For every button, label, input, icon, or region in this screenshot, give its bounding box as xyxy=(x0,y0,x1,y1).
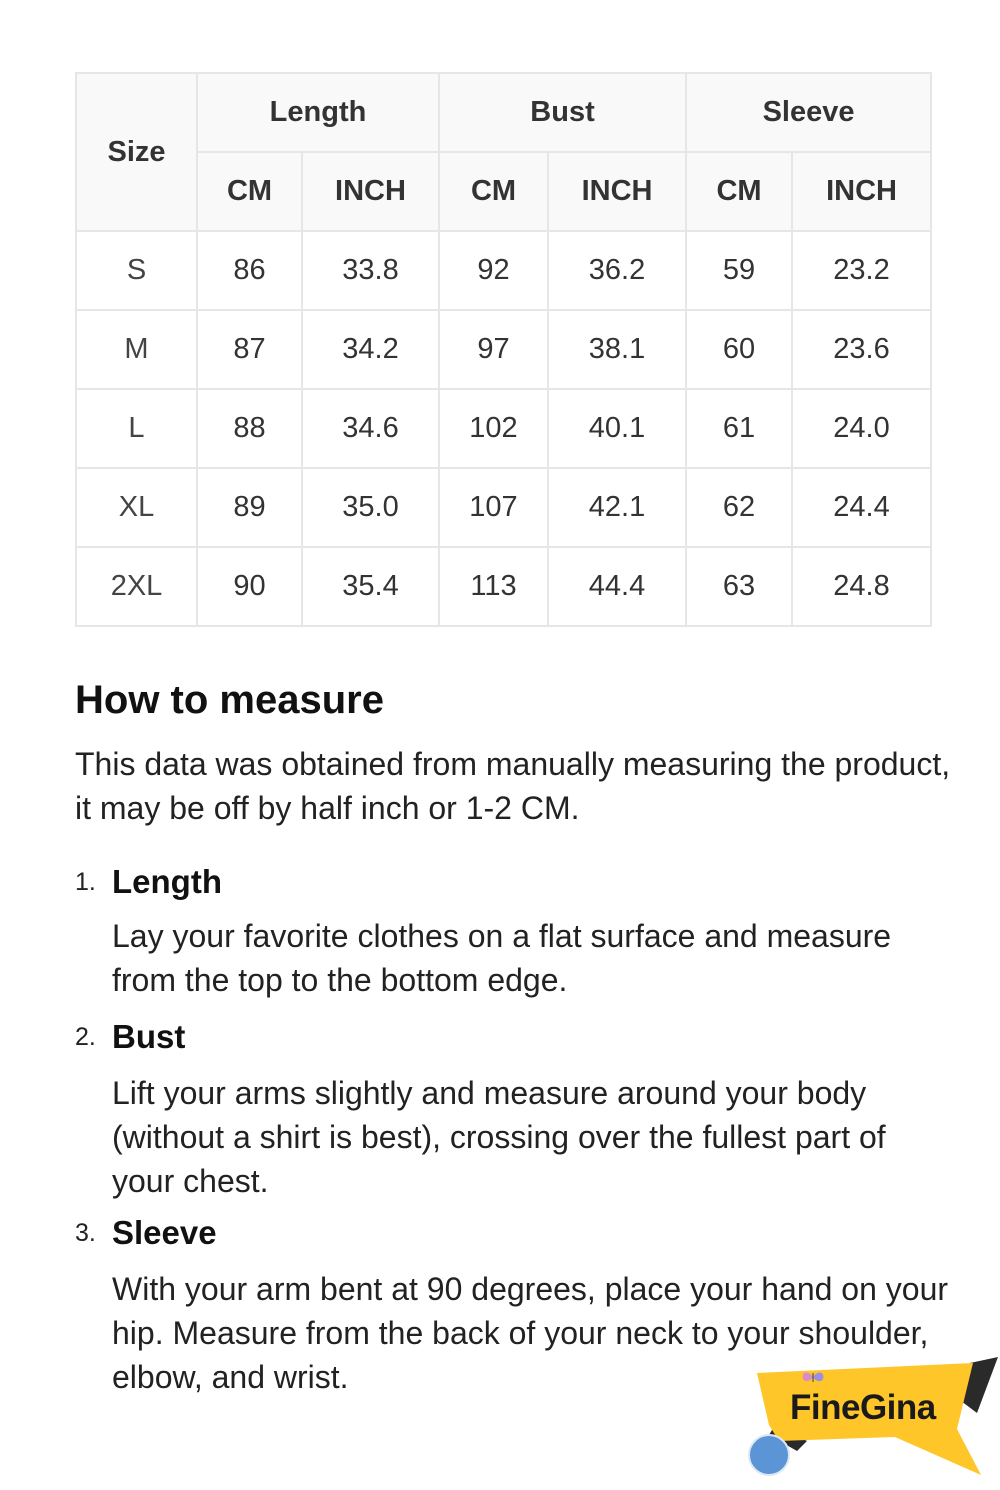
table-header-row-groups xyxy=(76,73,931,152)
step-description: Lift your arms slightly and measure around your body (without a shirt is best), crossing over the fullest part of your chest. xyxy=(112,1075,886,1199)
table-row xyxy=(76,547,931,626)
table-row xyxy=(76,231,931,310)
step-number: 2. xyxy=(75,1023,96,1051)
length-inch-cell: 34.6 xyxy=(302,389,439,468)
bust-cm-cell: 102 xyxy=(439,389,548,468)
length-cm-cell: 89 xyxy=(197,468,302,547)
sleeve-inch-header: INCH xyxy=(792,152,931,231)
length-inch-header: INCH xyxy=(302,152,439,231)
bust-inch-cell: 38.1 xyxy=(548,310,686,389)
bust-inch-cell: 40.1 xyxy=(548,389,686,468)
step-number: 1. xyxy=(75,868,96,896)
length-inch-cell: 33.8 xyxy=(302,231,439,310)
bust-group-header: Bust xyxy=(439,73,686,152)
table-row xyxy=(76,468,931,547)
sleeve-cm-cell: 59 xyxy=(686,231,792,310)
length-inch-cell: 34.2 xyxy=(302,310,439,389)
length-cm-cell: 86 xyxy=(197,231,302,310)
bust-cm-cell: 92 xyxy=(439,231,548,310)
table-header-row-units xyxy=(76,152,931,231)
list-item xyxy=(75,1015,955,1203)
size-cell: L xyxy=(76,389,197,468)
length-cm-cell: 90 xyxy=(197,547,302,626)
step-description: Lay your favorite clothes on a flat surface and measure from the top to the bottom edge. xyxy=(112,918,892,998)
bust-inch-cell: 44.4 xyxy=(548,547,686,626)
measure-intro-text: This data was obtained from manually measuring the product, it may be off by half inch or 1-2 CM. xyxy=(75,746,951,826)
sleeve-inch-cell: 24.8 xyxy=(792,547,931,626)
measure-steps-list xyxy=(75,860,955,1399)
step-number: 3. xyxy=(75,1219,96,1247)
length-group-header: Length xyxy=(197,73,439,152)
sleeve-cm-header: CM xyxy=(686,152,792,231)
size-cell: 2XL xyxy=(76,547,197,626)
sleeve-cm-cell: 62 xyxy=(686,468,792,547)
size-chart-table xyxy=(75,72,932,627)
bust-cm-header: CM xyxy=(439,152,548,231)
sleeve-cm-cell: 60 xyxy=(686,310,792,389)
brand-logo xyxy=(745,1355,1000,1485)
size-cell: S xyxy=(76,231,197,310)
sleeve-cm-cell: 63 xyxy=(686,547,792,626)
size-column-header: Size xyxy=(76,73,197,231)
brand-name: FineGina xyxy=(790,1388,936,1427)
length-cm-cell: 87 xyxy=(197,310,302,389)
sleeve-inch-cell: 23.2 xyxy=(792,231,931,310)
length-cm-header: CM xyxy=(197,152,302,231)
how-to-measure-title: How to measure xyxy=(75,678,384,722)
bust-cm-cell: 107 xyxy=(439,468,548,547)
length-inch-cell: 35.4 xyxy=(302,547,439,626)
sleeve-cm-cell: 61 xyxy=(686,389,792,468)
length-cm-cell: 88 xyxy=(197,389,302,468)
bust-inch-cell: 36.2 xyxy=(548,231,686,310)
step-title: Sleeve xyxy=(112,1214,217,1251)
bust-cm-cell: 113 xyxy=(439,547,548,626)
step-title: Bust xyxy=(112,1018,186,1055)
size-cell: M xyxy=(76,310,197,389)
list-item xyxy=(75,860,955,1002)
table-row xyxy=(76,389,931,468)
length-inch-cell: 35.0 xyxy=(302,468,439,547)
table-row xyxy=(76,310,931,389)
bust-cm-cell: 97 xyxy=(439,310,548,389)
sleeve-inch-cell: 24.0 xyxy=(792,389,931,468)
sleeve-group-header: Sleeve xyxy=(686,73,931,152)
sleeve-inch-cell: 23.6 xyxy=(792,310,931,389)
bust-inch-header: INCH xyxy=(548,152,686,231)
step-description: With your arm bent at 90 degrees, place your hand on your hip. Measure from the back of your neck to your shoulder, elbow, and wrist. xyxy=(112,1271,949,1395)
step-title: Length xyxy=(112,863,222,900)
sleeve-inch-cell: 24.4 xyxy=(792,468,931,547)
bust-inch-cell: 42.1 xyxy=(548,468,686,547)
size-cell: XL xyxy=(76,468,197,547)
